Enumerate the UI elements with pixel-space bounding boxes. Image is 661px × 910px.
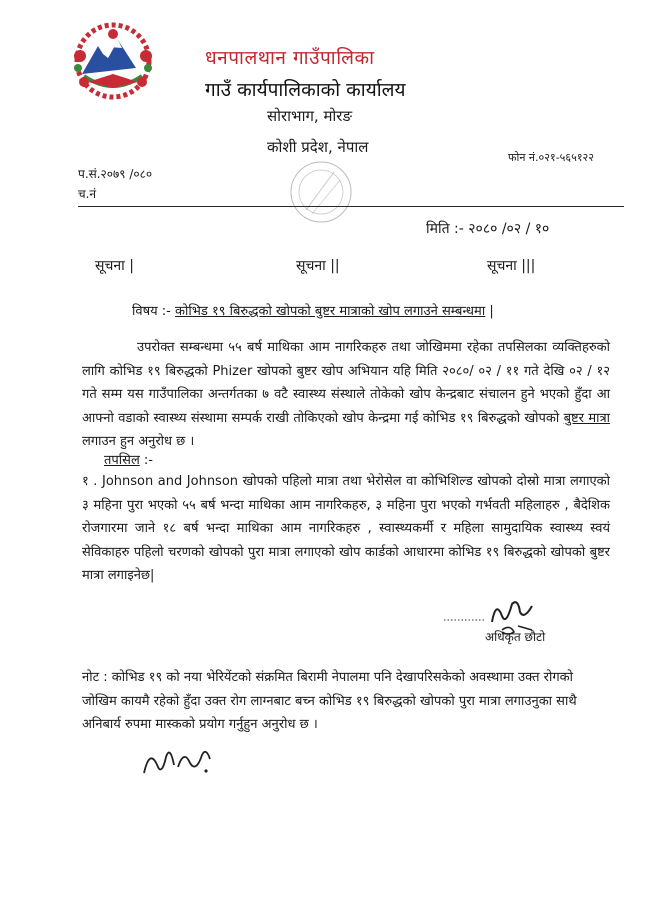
letter-date: मिति :- २०८० /०२ / १०	[426, 221, 550, 237]
body-paragraph-1	[82, 336, 610, 454]
header-divider	[78, 206, 624, 207]
office-province: कोशी प्रदेश, नेपाल	[267, 138, 369, 156]
booster-dose-highlight: बुष्टर मात्रा	[563, 410, 611, 426]
notice-heading-1: सूचना |	[95, 258, 134, 274]
phone-number: फोन नं.०२१-५६५१२२	[508, 151, 594, 164]
signatory-designation: अधिकृत छौटो	[485, 630, 546, 644]
details-heading-suffix: :-	[143, 453, 153, 468]
subject-suffix: |	[489, 304, 494, 319]
nepal-emblem-logo	[58, 16, 168, 106]
notice-heading-3: सूचना |||	[487, 258, 536, 274]
dispatch-number: च.नं	[78, 187, 97, 201]
notice-heading-2: सूचना ||	[296, 258, 340, 274]
subject-text: कोभिड १९ बिरुद्धको खोपको बुष्टर मात्राको खोप लगाउने सम्बन्धमा	[175, 304, 486, 319]
subject-prefix: विषय :-	[132, 304, 171, 319]
initials-signature	[140, 737, 215, 782]
office-stamp	[276, 150, 366, 240]
office-place: सोराभाग, मोरङ	[267, 107, 353, 125]
paragraph-1-ending: लगाउन हुन अनुरोध छ ।	[82, 434, 195, 449]
body-paragraph-2: १ . Johnson and Johnson खोपको पहिलो मात्रा तथा भेरोसेल वा कोभिशिल्ड खोपको दोस्रो मात्रा लगाएको ३ महिना पुरा भएको ५५ बर्ष भन्दा माथिका आम नागरिकहरु, ३ महिना पुरा भएको गर्भवती महिलाहरु , बैदेशिक रोजगारमा जाने १८ बर्ष भन्दा माथिका आम नागरिकहरु , स्वास्थ्यकर्मी र महिला सामुदायिक स्वास्थ्य स्वयं सेविकाहरु पहिलो चरणको खोपको पुरा मात्रा लगाएको खोप कार्डको आधारमा कोभिड १९ बिरुद्धको खोपको बुष्टर मात्रा लगाइनेछ|	[82, 474, 610, 583]
subject-line	[132, 301, 494, 319]
details-heading	[104, 450, 153, 468]
details-heading-label: तपसिल	[104, 453, 140, 468]
note-paragraph: नोट : कोभिड १९ को नया भेरियेंटको संक्रमित बिरामी नेपालमा पनि देखापरिसकेको अवस्थामा उक्त रोगको जोखिम कायमै रहेको हुँदा उक्त रोग लाग्नबाट बच्न कोभिड १९ बिरुद्धको खोपको पुरा मात्रा लगाउनुका साथै अनिबार्य रुपमा मास्कको प्रयोग गर्नुहुन अनुरोध छ ।	[82, 670, 577, 732]
paragraph-1-text: उपरोक्त सम्बन्धमा ५५ बर्ष माथिका आम नागरिकहरु तथा जोखिममा रहेका तपसिलका व्यक्तिहरुको लागि कोभिड १९ बिरुद्धको Phizer खोपको बुष्टर खोप अभियान यहि मिति २०८०/ ०२ / ११ गते देखि ०२ / १२ गते सम्म यस गाउँपालिका अन्तर्गतका ७ वटै स्वास्थ्य संस्थाले तोकेको खोप केन्द्रबाट संचालन हुने भएको हुँदा आ आफ्नो वडाको स्वास्थ्य संस्थामा सम्पर्क राखी तोकिएको खोप केन्द्रमा गई कोभिड १९ बिरुद्धको खोपको	[82, 340, 610, 426]
org-name: धनपालथान गाउँपालिका	[205, 47, 375, 69]
office-name: गाउँ कार्यपालिकाको कार्यालय	[205, 79, 406, 101]
reference-number: प.सं.२०७९ /०८०	[78, 167, 153, 181]
